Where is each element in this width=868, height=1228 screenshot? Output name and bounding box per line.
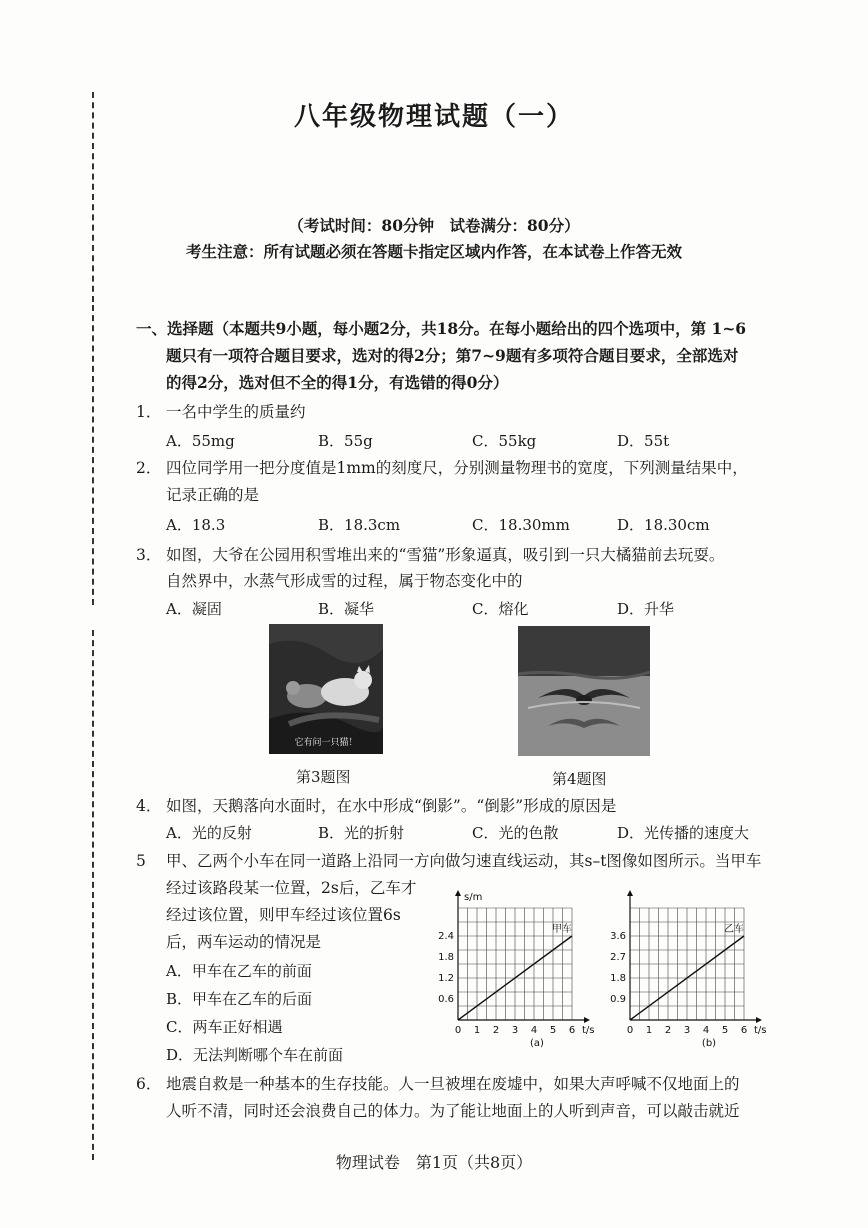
series-name-label: 甲车 [552, 924, 572, 935]
figure-4-caption: 第4题图 [552, 770, 607, 788]
y-tick-label: 1.2 [438, 973, 454, 984]
question-5-option-c: C．两车正好相遇 [166, 1018, 283, 1036]
y-axis-label: s/m [464, 892, 483, 903]
question-2-option-d: D．18.30cm [617, 516, 710, 534]
question-2-stem-line-2: 记录正确的是 [166, 486, 260, 504]
x-tick-label: 0 [454, 1025, 462, 1036]
binding-cut-line [92, 305, 94, 605]
question-5-option-a: A．甲车在乙车的前面 [166, 962, 312, 980]
question-2-option-b: B．18.3cm [318, 516, 401, 534]
question-1-option-c: C．55kg [472, 432, 537, 450]
question-1-number: 1． [136, 403, 162, 421]
x-axis-arrow [756, 1017, 762, 1023]
question-1-option-d: D．55t [617, 432, 670, 450]
swan-illustration [518, 626, 650, 756]
x-tick-label: 6 [568, 1025, 576, 1036]
question-6-number: 6． [136, 1075, 162, 1093]
s-t-graph-a [428, 888, 604, 1048]
s-t-graph-b [600, 888, 776, 1048]
question-3-number: 3． [136, 546, 162, 564]
y-tick-label: 2.4 [438, 931, 454, 942]
figure-3-photo-caption-text: 它有问一只猫！ [294, 738, 358, 748]
series-name-label: 乙车 [724, 924, 744, 935]
question-4-option-d: D．光传播的速度大 [617, 824, 750, 842]
figure-4-swan-photo [518, 626, 650, 756]
figure-3-snow-cat-photo [269, 624, 383, 754]
x-tick-label: 3 [683, 1025, 691, 1036]
y-axis-arrow [455, 890, 461, 896]
exam-notice: 考生注意：所有试题必须在答题卡指定区域内作答，在本试卷上作答无效 [185, 242, 682, 261]
question-5-stem-line-1: 甲、乙两个小车在同一道路上沿同一方向做匀速直线运动，其s–t图像如图所示。当甲车 [166, 852, 762, 870]
x-tick-label: 5 [721, 1025, 729, 1036]
question-3-stem-line-1: 如图，大爷在公园用积雪堆出来的“雪猫”形象逼真，吸引到一只大橘猫前去玩耍。 [166, 546, 725, 564]
x-tick-label: 4 [702, 1025, 710, 1036]
question-2-number: 2． [136, 459, 162, 477]
x-tick-label: 1 [645, 1025, 653, 1036]
question-1-option-a: A．55mg [166, 432, 235, 450]
question-4-option-a: A．光的反射 [166, 824, 252, 842]
question-3-option-d: D．升华 [617, 600, 675, 618]
question-1-option-b: B．55g [318, 432, 373, 450]
question-2-option-a: A．18.3 [166, 516, 226, 534]
question-5-option-b: B．甲车在乙车的后面 [166, 990, 313, 1008]
question-6-stem-line-1: 地震自救是一种基本的生存技能。人一旦被埋在废墟中，如果大声呼喊不仅地面上的 [166, 1075, 740, 1093]
question-3-option-a: A．凝固 [166, 600, 222, 618]
x-tick-label: 2 [664, 1025, 672, 1036]
y-tick-label: 0.6 [438, 994, 454, 1005]
page-title: 八年级物理试题（一） [293, 102, 574, 132]
x-tick-label: 6 [740, 1025, 748, 1036]
question-5-stem-line-3: 经过该位置，则甲车经过该位置6s [166, 906, 401, 924]
question-3-option-b: B．凝华 [318, 600, 375, 618]
x-axis-label: t/s [582, 1025, 595, 1036]
question-2-option-c: C．18.30mm [472, 516, 570, 534]
x-tick-label: 2 [492, 1025, 500, 1036]
graph-label: (b) [701, 1038, 717, 1048]
question-5-number: 5 [136, 852, 146, 870]
question-5-option-d: D．无法判断哪个车在前面 [166, 1046, 344, 1064]
x-tick-label: 0 [626, 1025, 634, 1036]
x-axis-arrow [584, 1017, 590, 1023]
question-5-stem-line-4: 后，两车运动的情况是 [166, 933, 322, 951]
question-5-stem-line-2: 经过该路段某一位置，2s后，乙车才 [166, 879, 417, 897]
exam-info: （考试时间：80分钟 试卷满分：80分） [288, 216, 580, 235]
y-tick-label: 1.8 [438, 952, 454, 963]
y-tick-label: 1.8 [610, 973, 626, 984]
figure-3-caption: 第3题图 [296, 768, 351, 786]
question-4-number: 4． [136, 797, 162, 815]
section-1-line-2: 题只有一项符合题目要求，选对的得2分；第7~9题有多项符合题目要求，全部选对 [166, 346, 739, 365]
x-tick-label: 3 [511, 1025, 519, 1036]
x-tick-label: 4 [530, 1025, 538, 1036]
question-3-stem-line-2: 自然界中，水蒸气形成雪的过程，属于物态变化中的 [166, 572, 523, 590]
question-4-stem: 如图，天鹅落向水面时，在水中形成“倒影”。“倒影”形成的原因是 [166, 797, 617, 815]
x-tick-label: 5 [549, 1025, 557, 1036]
y-tick-label: 3.6 [610, 931, 626, 942]
question-1-stem: 一名中学生的质量约 [166, 403, 306, 421]
x-axis-label: t/s [754, 1025, 767, 1036]
x-tick-label: 1 [473, 1025, 481, 1036]
y-tick-label: 0.9 [610, 994, 626, 1005]
section-1-line-3: 的得2分，选对但不全的得1分，有选错的得0分） [166, 373, 509, 392]
section-1-line-1: 一、选择题（本题共9小题，每小题2分，共18分。在每小题给出的四个选项中，第 1~6 [136, 319, 747, 338]
question-4-option-c: C．光的色散 [472, 824, 559, 842]
question-4-option-b: B．光的折射 [318, 824, 405, 842]
binding-cut-line [92, 630, 94, 1160]
graph-label: (a) [530, 1038, 544, 1048]
page-footer: 物理试卷 第1页（共8页） [335, 1153, 533, 1172]
question-2-stem-line-1: 四位同学用一把分度值是1mm的刻度尺，分别测量物理书的宽度，下列测量结果中， [166, 459, 748, 477]
question-3-option-c: C．熔化 [472, 600, 529, 618]
y-axis-arrow [627, 890, 633, 896]
y-tick-label: 2.7 [610, 952, 626, 963]
question-6-stem-line-2: 人听不清，同时还会浪费自己的体力。为了能让地面上的人听到声音，可以敲击就近 [166, 1102, 740, 1120]
